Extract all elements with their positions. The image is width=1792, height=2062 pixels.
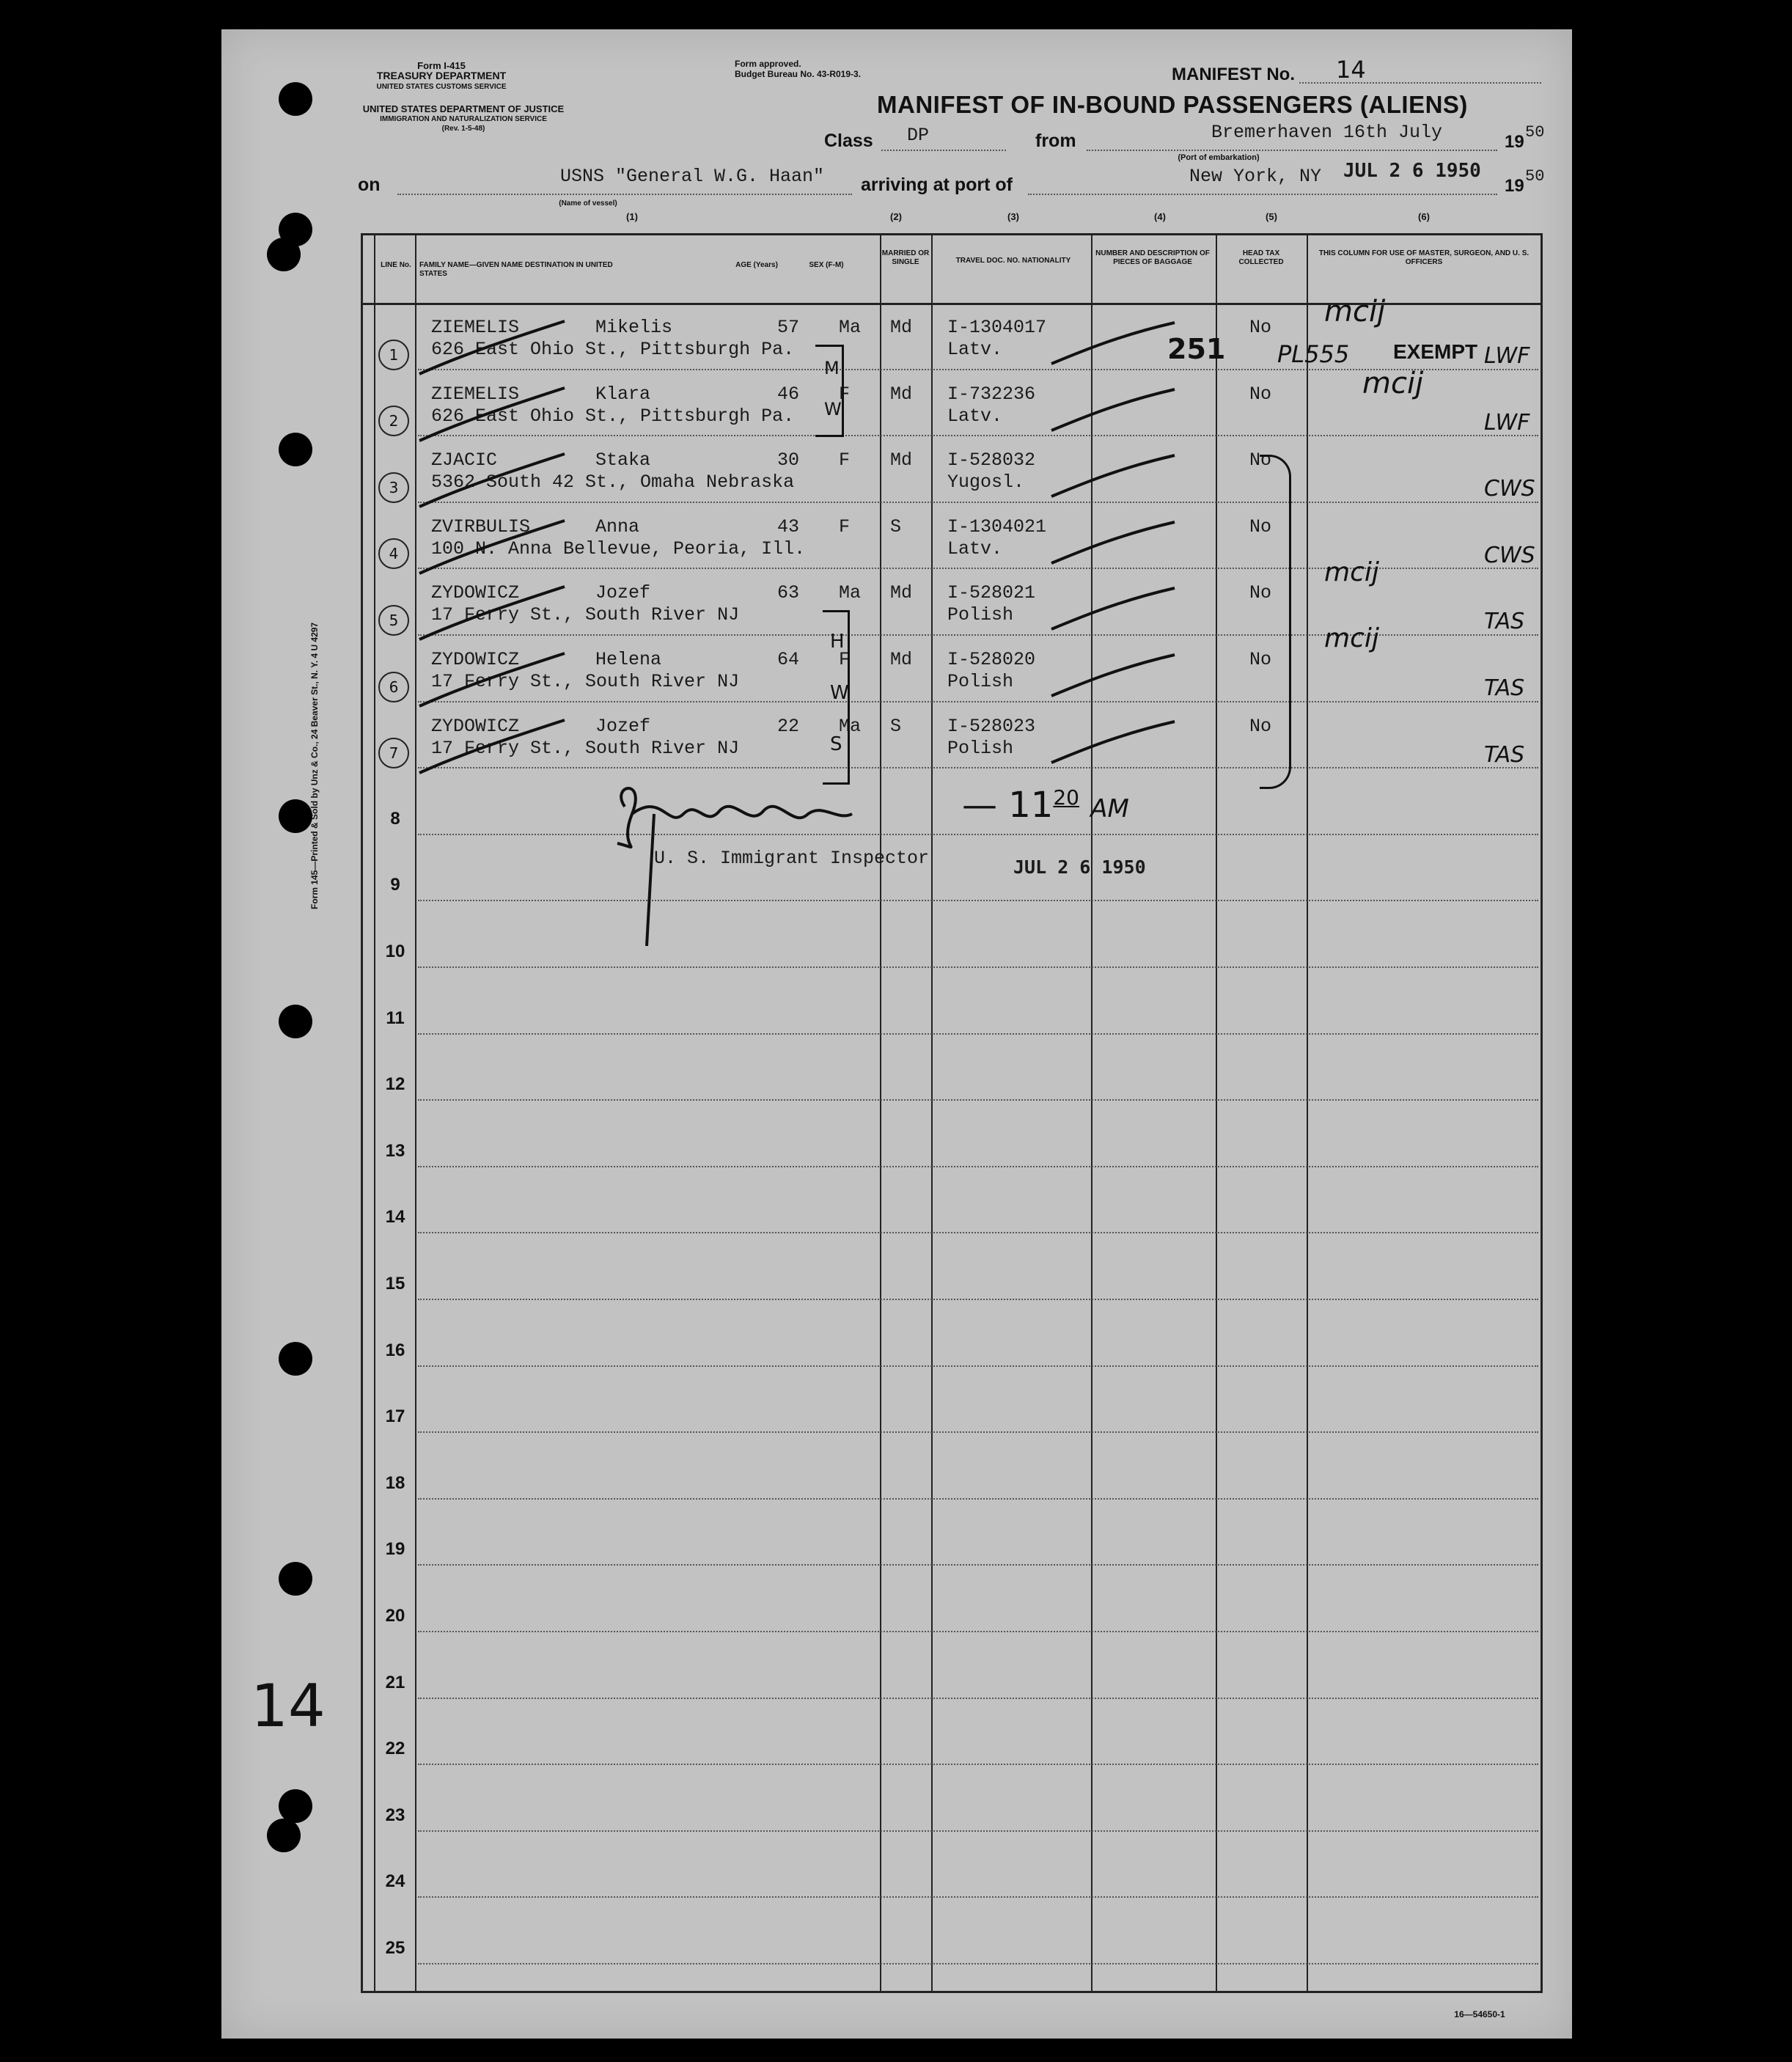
passenger-given-name: Helena bbox=[595, 649, 662, 670]
col-num-1: (1) bbox=[626, 211, 638, 222]
line-number: 7 bbox=[378, 738, 409, 768]
time-minutes: 20 bbox=[1053, 785, 1079, 810]
headtax-bracket bbox=[1260, 455, 1291, 789]
col-num-3: (3) bbox=[1007, 211, 1019, 222]
officer-initial-mark: mcij bbox=[1324, 623, 1379, 653]
line-number: 8 bbox=[390, 808, 400, 829]
port-embarkation-caption: (Port of embarkation) bbox=[1178, 153, 1260, 162]
passenger-sex: F bbox=[839, 383, 851, 405]
passenger-family-name: ZJACIC bbox=[431, 450, 498, 472]
year-suffix: 50 bbox=[1525, 123, 1545, 142]
passenger-age: 43 bbox=[777, 516, 800, 537]
line-number: 15 bbox=[385, 1274, 405, 1294]
passenger-marital-status: Md bbox=[890, 317, 913, 338]
line-number: 21 bbox=[385, 1672, 405, 1692]
revision: (Rev. 1-5-48) bbox=[441, 125, 485, 133]
check-stroke bbox=[1050, 320, 1182, 371]
class-value: DP bbox=[907, 125, 930, 146]
passenger-nationality: Polish bbox=[947, 671, 1014, 692]
binder-hole bbox=[279, 1562, 312, 1596]
passenger-head-tax: No bbox=[1249, 383, 1272, 405]
line-number: 10 bbox=[385, 942, 405, 961]
passenger-given-name: Jozef bbox=[595, 582, 651, 604]
passenger-family-name: ZIEMELIS bbox=[431, 317, 520, 338]
officer-initials: LWF bbox=[1484, 409, 1530, 436]
line-number: 23 bbox=[385, 1805, 405, 1825]
passenger-given-name: Mikelis bbox=[595, 317, 673, 338]
manifest-label: MANIFEST No. bbox=[1172, 65, 1295, 84]
header-name: FAMILY NAME—GIVEN NAME DESTINATION IN UNITED STATES bbox=[419, 261, 613, 278]
row-dotted-line bbox=[418, 1830, 1538, 1832]
passenger-destination: 17 Ferry St., South River NJ bbox=[431, 737, 740, 759]
margin-number: 14 bbox=[251, 1672, 326, 1740]
passenger-sex: Ma bbox=[839, 582, 862, 604]
passenger-sex: Ma bbox=[839, 715, 862, 737]
passenger-marital-status: Md bbox=[890, 383, 913, 405]
time-ampm: AM bbox=[1090, 794, 1129, 823]
passenger-destination: 17 Ferry St., South River NJ bbox=[431, 604, 740, 626]
line-number: 1 bbox=[378, 340, 409, 370]
passenger-given-name: Staka bbox=[595, 450, 651, 472]
vessel-line bbox=[397, 194, 852, 195]
check-stroke bbox=[1050, 719, 1182, 770]
check-stroke bbox=[1050, 519, 1182, 570]
passenger-family-name: ZYDOWICZ bbox=[431, 582, 520, 604]
col-line bbox=[931, 233, 933, 1993]
col-num-6: (6) bbox=[1418, 211, 1430, 222]
col-line bbox=[415, 233, 416, 1993]
row-dotted-line bbox=[418, 1033, 1538, 1035]
binder-hole bbox=[279, 799, 312, 833]
passenger-age: 22 bbox=[777, 715, 800, 737]
row-dotted-line bbox=[418, 900, 1538, 901]
line-number: 3 bbox=[378, 472, 409, 503]
row-dotted-line bbox=[418, 1498, 1538, 1500]
passenger-age: 64 bbox=[777, 649, 800, 670]
line-number: 14 bbox=[385, 1207, 405, 1228]
line-number: 6 bbox=[378, 672, 409, 702]
passenger-travel-doc: I-528023 bbox=[947, 715, 1036, 737]
family-bracket-label: M W bbox=[824, 358, 842, 419]
passenger-nationality: Latv. bbox=[947, 405, 1003, 427]
passenger-travel-doc: I-732236 bbox=[947, 383, 1036, 405]
row-dotted-line bbox=[418, 966, 1538, 968]
officer-initial-mark: mcij bbox=[1324, 295, 1386, 329]
budget-bureau: Budget Bureau No. 43-R019-3. bbox=[735, 69, 862, 79]
passenger-marital-status: Md bbox=[890, 450, 913, 472]
binder-hole bbox=[267, 238, 301, 271]
header-head-tax: HEAD TAX COLLECTED bbox=[1238, 249, 1284, 266]
col-num-2: (2) bbox=[890, 211, 902, 222]
passenger-marital-status: Md bbox=[890, 649, 913, 670]
officer-initials: TAS bbox=[1484, 609, 1525, 635]
check-stroke bbox=[1050, 585, 1182, 636]
manifest-title: MANIFEST OF IN-BOUND PASSENGERS (ALIENS) bbox=[877, 91, 1468, 118]
check-stroke bbox=[1050, 452, 1182, 504]
time-note: — $11^{20}$ AM bbox=[962, 785, 1129, 826]
passenger-given-name: Jozef bbox=[595, 715, 651, 737]
passenger-age: 57 bbox=[777, 317, 800, 338]
from-line bbox=[1087, 150, 1497, 151]
check-stroke bbox=[1050, 652, 1182, 703]
header-officers: THIS COLUMN FOR USE OF MASTER, SURGEON, AND U. S. OFFICERS bbox=[1318, 249, 1530, 266]
header-baggage: NUMBER AND DESCRIPTION OF PIECES OF BAGGAGE bbox=[1095, 249, 1210, 266]
passenger-travel-doc: I-1304021 bbox=[947, 516, 1047, 537]
check-stroke bbox=[418, 650, 594, 709]
row-dotted-line bbox=[418, 1764, 1538, 1765]
col-line bbox=[1307, 233, 1308, 1993]
line-number: 25 bbox=[385, 1938, 405, 1958]
line-number: 2 bbox=[378, 406, 409, 436]
line-number: 12 bbox=[385, 1074, 405, 1095]
row-dotted-line bbox=[418, 1099, 1538, 1101]
passenger-marital-status: S bbox=[890, 715, 902, 737]
arrival-stamp: JUL 2 6 1950 bbox=[1343, 160, 1481, 182]
treasury-dept: TREASURY DEPARTMENT bbox=[376, 70, 507, 81]
line-number: 18 bbox=[385, 1472, 405, 1493]
passenger-nationality: Latv. bbox=[947, 537, 1003, 559]
form-approved: Form approved. bbox=[735, 59, 801, 69]
binder-hole bbox=[279, 82, 312, 116]
line-number: 22 bbox=[385, 1739, 405, 1759]
passenger-travel-doc: I-528021 bbox=[947, 582, 1036, 604]
passenger-family-name: ZYDOWICZ bbox=[431, 649, 520, 670]
passenger-head-tax: No bbox=[1249, 317, 1272, 338]
passenger-travel-doc: I-1304017 bbox=[947, 317, 1047, 338]
officer-initials: LWF bbox=[1484, 343, 1530, 369]
check-stroke bbox=[418, 584, 594, 642]
row-dotted-line bbox=[418, 1963, 1538, 1964]
header-sex: SEX (F-M) bbox=[809, 261, 844, 269]
class-line bbox=[881, 150, 1006, 151]
line-number: 11 bbox=[386, 1008, 405, 1028]
ins-service: IMMIGRATION AND NATURALIZATION SERVICE bbox=[380, 115, 547, 123]
header-travel-doc: TRAVEL DOC. NO. NATIONALITY bbox=[955, 257, 1071, 265]
check-stroke bbox=[418, 451, 594, 510]
passenger-sex: F bbox=[839, 649, 851, 670]
passenger-destination: 626 East Ohio St., Pittsburgh Pa. bbox=[431, 405, 795, 427]
check-stroke bbox=[418, 385, 594, 444]
row-dotted-line bbox=[418, 1166, 1538, 1167]
officer-initials: CWS bbox=[1484, 476, 1535, 502]
row-dotted-line bbox=[418, 1365, 1538, 1367]
passenger-head-tax: No bbox=[1249, 582, 1272, 604]
passenger-family-name: ZIEMELIS bbox=[431, 383, 520, 405]
officer-initials: TAS bbox=[1484, 675, 1525, 701]
passenger-destination: 5362 South 42 St., Omaha Nebraska bbox=[431, 472, 795, 494]
arrival-port: New York, NY bbox=[1189, 166, 1322, 187]
line-number: 4 bbox=[378, 538, 409, 569]
binder-hole bbox=[267, 1819, 301, 1852]
passenger-nationality: Polish bbox=[947, 604, 1014, 626]
passenger-family-name: ZYDOWICZ bbox=[431, 715, 520, 737]
manifest-number: 14 bbox=[1336, 56, 1366, 84]
check-stroke bbox=[418, 717, 594, 776]
side-printer-note: Form 145—Printed & Sold by Unz & Co., 24 Beaver St., N. Y. 4 U 4297 bbox=[309, 622, 320, 909]
row-dotted-line bbox=[418, 1564, 1538, 1566]
passenger-family-name: ZVIRBULIS bbox=[431, 516, 531, 537]
passenger-head-tax: No bbox=[1249, 715, 1272, 737]
passenger-travel-doc: I-528020 bbox=[947, 649, 1036, 670]
justice-dept: UNITED STATES DEPARTMENT OF JUSTICE bbox=[362, 103, 565, 114]
passenger-age: 46 bbox=[777, 383, 800, 405]
row-dotted-line bbox=[418, 1698, 1538, 1699]
passenger-nationality: Latv. bbox=[947, 339, 1003, 360]
passenger-sex: F bbox=[839, 516, 851, 537]
passenger-nationality: Yugosl. bbox=[947, 472, 1025, 494]
officer-initials: CWS bbox=[1484, 542, 1535, 568]
inspector-title: U. S. Immigrant Inspector bbox=[654, 848, 930, 869]
arrival-line bbox=[1028, 194, 1497, 195]
col-num-4: (4) bbox=[1154, 211, 1166, 222]
from-value: Bremerhaven 16th July bbox=[1211, 122, 1443, 143]
from-label: from bbox=[1035, 131, 1076, 151]
passenger-sex: Ma bbox=[839, 317, 862, 338]
row-dotted-line bbox=[418, 1431, 1538, 1433]
line-number: 5 bbox=[378, 605, 409, 636]
line-number: 9 bbox=[390, 875, 400, 895]
row-dotted-line bbox=[418, 834, 1538, 835]
vessel-name: USNS "General W.G. Haan" bbox=[560, 166, 825, 187]
year-prefix: 19 bbox=[1505, 132, 1524, 152]
on-label: on bbox=[358, 175, 381, 195]
class-label: Class bbox=[824, 131, 873, 151]
inner-left-rule bbox=[374, 233, 375, 1993]
arriving-label: arriving at port of bbox=[861, 175, 1013, 195]
passenger-given-name: Klara bbox=[595, 383, 651, 405]
passenger-given-name: Anna bbox=[595, 516, 640, 537]
passenger-nationality: Polish bbox=[947, 737, 1014, 759]
line-number: 19 bbox=[385, 1539, 405, 1560]
header-married: MARRIED OR SINGLE bbox=[881, 249, 930, 266]
line-number: 20 bbox=[385, 1606, 405, 1626]
vessel-caption: (Name of vessel) bbox=[559, 199, 617, 208]
line-number: 16 bbox=[385, 1340, 405, 1360]
customs-service: UNITED STATES CUSTOMS SERVICE bbox=[376, 83, 507, 91]
passenger-head-tax: No bbox=[1249, 450, 1272, 472]
line-number: 13 bbox=[385, 1140, 405, 1161]
pl-number: PL555 bbox=[1277, 340, 1350, 368]
row-dotted-line bbox=[418, 1299, 1538, 1300]
check-stroke bbox=[418, 318, 594, 377]
manifest-page bbox=[221, 29, 1572, 2039]
form-number: Form I-415 bbox=[417, 60, 466, 71]
year-prefix-2: 19 bbox=[1505, 176, 1524, 196]
passenger-destination: 100 N. Anna Bellevue, Peoria, Ill. bbox=[431, 537, 806, 559]
binder-hole bbox=[279, 1342, 312, 1376]
check-stroke bbox=[418, 518, 594, 576]
exempt-stamp: EXEMPT bbox=[1393, 340, 1478, 363]
passenger-head-tax: No bbox=[1249, 649, 1272, 670]
time-value: 11 bbox=[1008, 785, 1054, 826]
line-number: 24 bbox=[385, 1871, 405, 1892]
officer-initial-mark: mcij bbox=[1324, 557, 1379, 587]
family-bracket-label: H W S bbox=[830, 631, 849, 755]
col-line bbox=[880, 233, 881, 1993]
binder-hole bbox=[279, 433, 312, 466]
inspector-stamp: JUL 2 6 1950 bbox=[1013, 856, 1146, 878]
year-suffix-2: 50 bbox=[1525, 167, 1545, 186]
header-line-no: LINE No. bbox=[381, 261, 411, 269]
passenger-destination: 626 East Ohio St., Pittsburgh Pa. bbox=[431, 339, 795, 360]
passenger-travel-doc: I-528032 bbox=[947, 450, 1036, 472]
check-stroke bbox=[1050, 386, 1182, 438]
binder-hole bbox=[279, 1005, 312, 1038]
passenger-destination: 17 Ferry St., South River NJ bbox=[431, 671, 740, 692]
row-dotted-line bbox=[418, 1232, 1538, 1233]
officer-initials: TAS bbox=[1484, 741, 1525, 768]
header-age: AGE (Years) bbox=[735, 261, 778, 269]
passenger-marital-status: S bbox=[890, 516, 902, 537]
row-dotted-line bbox=[418, 1631, 1538, 1632]
footer-code: 16—54650-1 bbox=[1454, 2009, 1505, 2019]
passenger-marital-status: Md bbox=[890, 582, 913, 604]
passenger-head-tax: No bbox=[1249, 516, 1272, 537]
officer-initial-mark: mcij bbox=[1362, 367, 1424, 400]
passenger-age: 63 bbox=[777, 582, 800, 604]
col-line bbox=[1216, 233, 1217, 1993]
passenger-age: 30 bbox=[777, 450, 800, 472]
col-num-5: (5) bbox=[1266, 211, 1277, 222]
passenger-sex: F bbox=[839, 450, 851, 472]
baggage-count: 251 bbox=[1167, 333, 1226, 365]
row-dotted-line bbox=[418, 1896, 1538, 1898]
line-number: 17 bbox=[385, 1406, 405, 1427]
